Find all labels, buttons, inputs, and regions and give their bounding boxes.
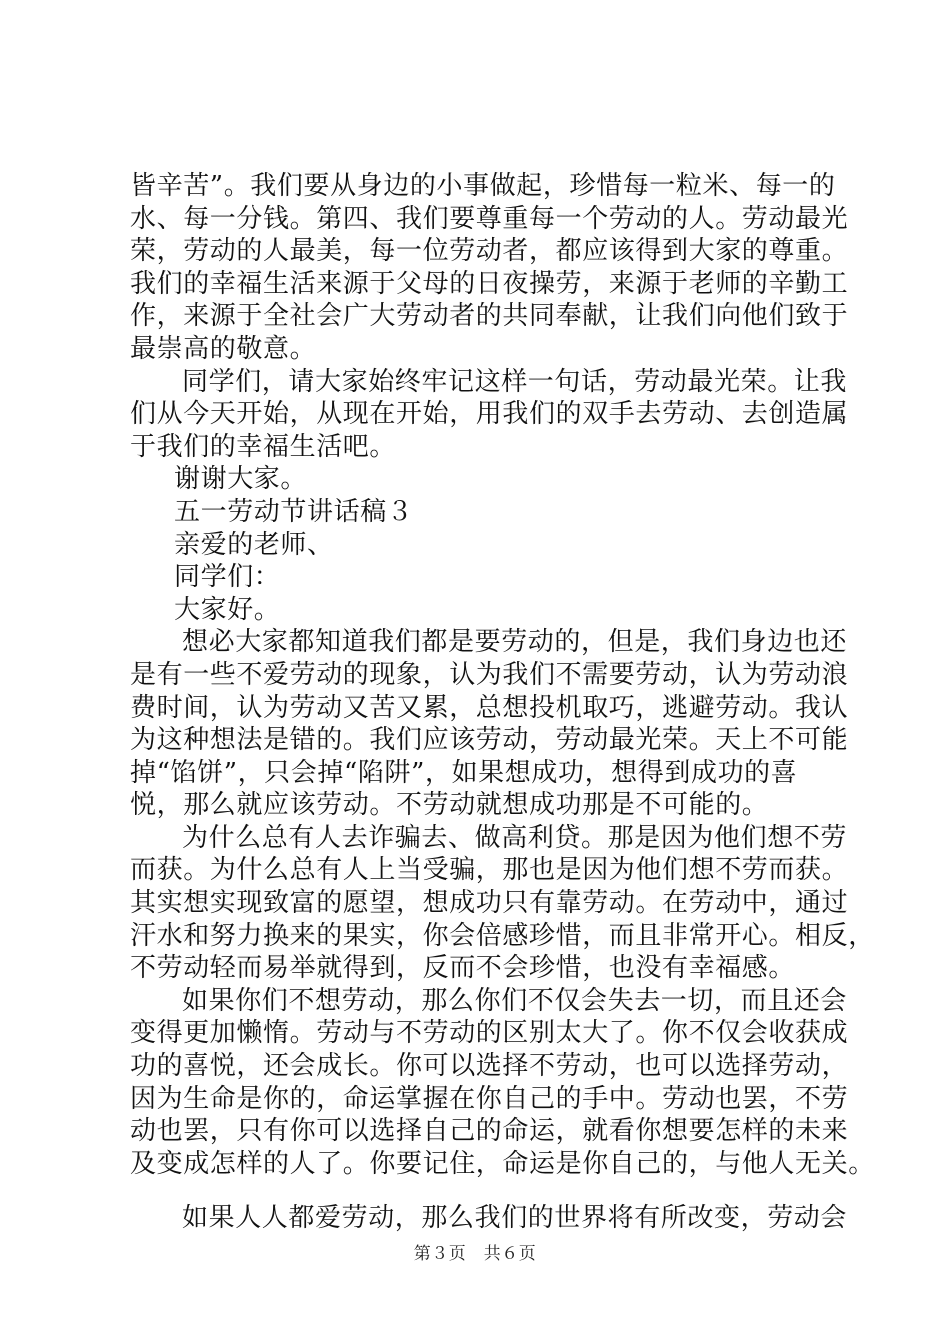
paragraph-start: 如果人人都爱劳动，那么我们的世界将有所改变，劳动会	[182, 1203, 848, 1234]
text-line: 悦，那么就应该劳动。不劳动就想成功那是不可能的。	[130, 790, 769, 821]
paragraph-start: 如果你们不想劳动，那么你们不仅会失去一切，而且还会	[182, 985, 848, 1016]
text-line: 水、每一分钱。第四、我们要尊重每一个劳动的人。劳动最光	[130, 203, 849, 234]
document-body	[130, 170, 875, 1235]
text-line: 最崇高的敬意。	[130, 333, 317, 364]
salutation-line: 亲爱的老师、	[174, 529, 334, 560]
text-line: 掉“馅饼”，只会掉“陷阱”，如果想成功，想得到成功的喜	[130, 757, 798, 788]
text-line: 于我们的幸福生活吧。	[130, 431, 397, 462]
paragraph-gap	[130, 1180, 830, 1202]
text-line: 作，来源于全社会广大劳动者的共同奉献，让我们向他们致于	[130, 301, 849, 332]
text-line: 是有一些不爱劳动的现象，认为我们不需要劳动，认为劳动浪	[130, 659, 849, 690]
text-line: 费时间，认为劳动又苦又累，总想投机取巧，逃避劳动。我认	[130, 692, 849, 723]
closing-line: 谢谢大家。	[174, 464, 308, 495]
text-line: 为这种想法是错的。我们应该劳动，劳动最光荣。天上不可能	[130, 725, 849, 756]
text-line: 其实想实现致富的愿望，想成功只有靠劳动。在劳动中，通过	[130, 888, 849, 919]
greeting-line: 大家好。	[174, 594, 281, 625]
paragraph-start: 为什么总有人去诈骗去、做高利贷。那是因为他们想不劳	[182, 822, 848, 853]
text-line: 荣，劳动的人最美，每一位劳动者，都应该得到大家的尊重。	[130, 236, 849, 267]
text-line: 皆辛苦”。我们要从身边的小事做起，珍惜每一粒米、每一的	[130, 171, 836, 201]
text-line: 而获。为什么总有人上当受骗，那也是因为他们想不劳而获。	[130, 855, 849, 886]
paragraph-start: 同学们，请大家始终牢记这样一句话，劳动最光荣。让我	[182, 366, 848, 397]
text-line: 不劳动轻而易举就得到，反而不会珍惜，也没有幸福感。	[130, 953, 796, 984]
text-line: 动也罢，只有你可以选择自己的命运，就看你想要怎样的未来	[130, 1116, 849, 1147]
text-line: 我们的幸福生活来源于父母的日夜操劳，来源于老师的辛勤工	[130, 268, 849, 299]
section-title: 五一劳动节讲话稿３	[174, 496, 414, 527]
text-line: 及变成怎样的人了。你要记住，命运是你自己的，与他人无关。	[130, 1148, 875, 1179]
text-line: 功的喜悦，还会成长。你可以选择不劳动，也可以选择劳动，	[130, 1051, 849, 1082]
text-line: 变得更加懒惰。劳动与不劳动的区别太大了。你不仅会收获成	[130, 1018, 849, 1049]
text-line: 们从今天开始，从现在开始，用我们的双手去劳动、去创造属	[130, 399, 849, 430]
text-line: 因为生命是你的，命运掌握在你自己的手中。劳动也罢，不劳	[130, 1083, 849, 1114]
paragraph-start: 想必大家都知道我们都是要劳动的，但是，我们身边也还	[182, 627, 848, 658]
text-line: 汗水和努力换来的果实，你会倍感珍惜，而且非常开心。相反，	[130, 920, 875, 951]
salutation-line: 同学们：	[174, 562, 281, 593]
page-number: 第３页 共６页	[413, 1244, 537, 1264]
